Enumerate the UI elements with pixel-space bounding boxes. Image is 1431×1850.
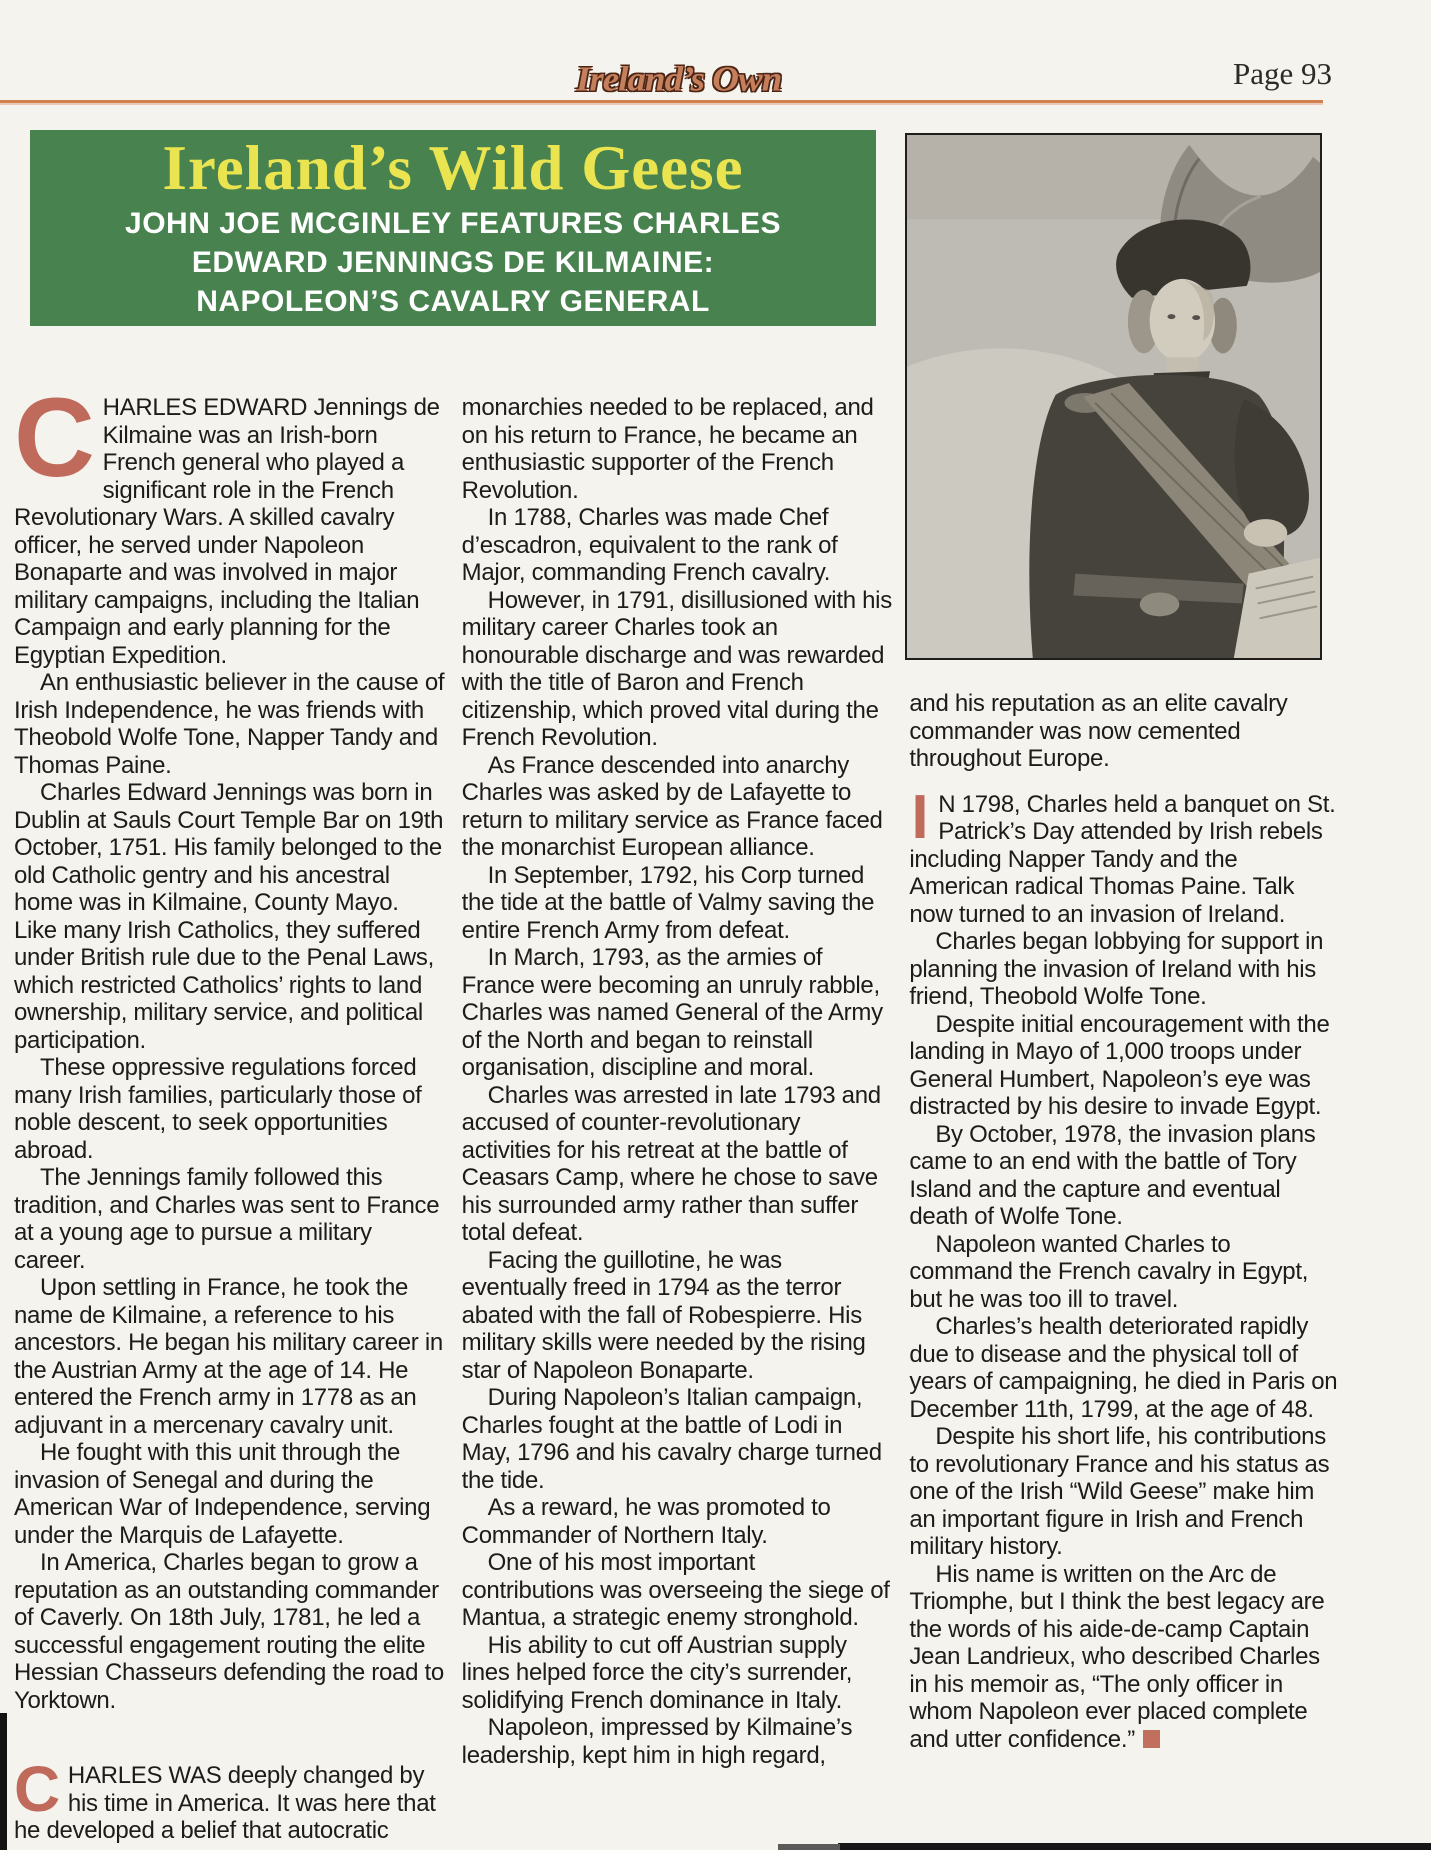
article-paragraph	[909, 1121, 1340, 1231]
paragraph-text: monarchies needed to be replaced, and on his return to France, he became an enthusiastic supporter of the French Revolution.	[461, 394, 874, 504]
article-columns	[14, 375, 1340, 1845]
article-subtitle-line-1: JOHN JOE MCGINLEY FEATURES CHARLES	[125, 207, 781, 240]
paragraph-text: Facing the guillotine, he was eventually freed in 1794 as the terror abated with the fall of Robespierre. His military skills were needed by the rising star of Napoleon Bonaparte.	[461, 1246, 866, 1384]
paragraph-text: Upon settling in France, he took the name de Kilmaine, a reference to his ancestors. He began his military career in the Austrian Army at the age of 14. He entered the French army in 1778 as an adjuvant in a mercenary cavalry unit.	[14, 1274, 443, 1439]
paragraph-text: Despite initial encouragement with the landing in Mayo of 1,000 troops under General Humbert, Napoleon’s eye was distracted by his desire to invade Egypt.	[909, 1010, 1330, 1120]
paragraph-text: During Napoleon’s Italian campaign, Charles fought at the battle of Lodi in May, 1796 and his cavalry charge turned the tide.	[461, 1384, 882, 1494]
article-paragraph	[14, 669, 445, 779]
article-paragraph	[14, 375, 445, 669]
article-paragraph	[909, 782, 1340, 929]
article-paragraph	[462, 862, 893, 945]
paragraph-gap	[909, 773, 1340, 791]
paragraph-text: These oppressive regulations forced many Irish families, particularly those of noble descent, to seek opportunities abroad.	[14, 1054, 422, 1164]
article-paragraph	[14, 1549, 445, 1714]
paragraph-text: HARLES EDWARD Jennings de Kilmaine was an Irish-born French general who played a significant role in the French Revolutionary Wars. A skilled cavalry officer, he served under Napoleon Bonaparte and was involved in major military campaigns, including the Italian Campaign and early planning for the Egyptian Expedition.	[14, 394, 440, 669]
article-paragraph	[462, 504, 893, 587]
scan-artifact-bottom-edge-2	[778, 1844, 840, 1850]
article-paragraph	[462, 1384, 893, 1494]
paragraph-text: As France descended into anarchy Charles was asked by de Lafayette to return to military service as France faced the monarchist European alliance.	[461, 751, 883, 861]
paragraph-text: Napoleon wanted Charles to command the French cavalry in Egypt, but he was too ill to travel.	[909, 1230, 1309, 1313]
article-banner	[30, 130, 876, 326]
article-column-3	[909, 394, 1340, 1845]
paragraph-text: As a reward, he was promoted to Commander of Northern Italy.	[461, 1494, 831, 1549]
article-column-2	[462, 394, 893, 1845]
article-paragraph	[14, 1054, 445, 1164]
paragraph-text: and his reputation as an elite cavalry commander was now cemented throughout Europe.	[909, 690, 1288, 772]
article-title: Ireland’s Wild Geese	[162, 133, 744, 203]
paragraph-text: In March, 1793, as the armies of France were becoming an unruly rabble, Charles was named General of the Army of the North and began to reinstall organisation, discipline and moral.	[461, 944, 883, 1081]
paragraph-text: However, in 1791, disillusioned with his military career Charles took an honourable discharge and was rewarded with the title of Baron and French citizenship, which proved vital during the French Revolution.	[461, 586, 892, 751]
paragraph-text: N 1798, Charles held a banquet on St. Patrick’s Day attended by Irish rebels including Napper Tandy and the American radical Thomas Paine. Talk now turned to an invasion of Ireland.	[909, 790, 1336, 928]
masthead-logo: Ireland’s Own	[576, 60, 782, 99]
article-column-1	[14, 375, 445, 1845]
article-subtitle-line-3: NAPOLEON’S CAVALRY GENERAL	[196, 285, 710, 318]
scan-artifact-bottom-edge	[838, 1843, 1431, 1850]
article-paragraph	[909, 928, 1340, 1011]
article-paragraph	[14, 1439, 445, 1549]
paragraph-text: His ability to cut off Austrian supply lines helped force the city’s surrender, solidifying French dominance in Italy.	[461, 1631, 853, 1714]
article-paragraph	[909, 690, 1340, 773]
article-paragraph	[462, 394, 893, 504]
paragraph-text: By October, 1978, the invasion plans came to an end with the battle of Tory Island and the capture and eventual death of Wolfe Tone.	[909, 1120, 1316, 1230]
article-paragraph	[909, 1231, 1340, 1314]
paragraph-text: In 1788, Charles was made Chef d’escadron, equivalent to the rank of Major, commanding French cavalry.	[461, 504, 838, 586]
article-paragraph	[462, 1549, 893, 1632]
paragraph-gap	[14, 1714, 445, 1762]
paragraph-text: Charles was arrested in late 1793 and accused of counter-revolutionary activities for his retreat at the battle of Ceasars Camp, where he chose to save his surrounded army rather than suffer total defeat.	[461, 1081, 881, 1246]
paragraph-text: In September, 1792, his Corp turned the tide at the battle of Valmy saving the entire French Army from defeat.	[461, 861, 875, 944]
paragraph-text: In America, Charles began to grow a reputation as an outstanding commander of Caverly. On 18th July, 1781, he led a successful engagement routing the elite Hessian Chasseurs defending the road to Yorktown.	[14, 1549, 444, 1714]
article-paragraph	[14, 1164, 445, 1274]
paragraph-text: Napoleon, impressed by Kilmaine’s leadership, kept him in high regard,	[461, 1714, 853, 1769]
drop-cap: C	[14, 1753, 60, 1825]
paragraph-text: Charles’s health deteriorated rapidly due to disease and the physical toll of years of campaigning, he died in Paris on December 11th, 1799, at the age of 48.	[909, 1313, 1338, 1423]
article-paragraph	[909, 1011, 1340, 1121]
paragraph-text: Charles began lobbying for support in planning the invasion of Ireland with his friend, Theobold Wolfe Tone.	[909, 928, 1324, 1010]
article-paragraph	[909, 1313, 1340, 1423]
article-paragraph	[462, 1247, 893, 1385]
header-rule	[0, 100, 1323, 103]
article-paragraph	[462, 587, 893, 752]
end-of-article-marker	[1143, 1730, 1160, 1748]
scan-artifact-left-edge	[0, 1713, 7, 1850]
article-paragraph	[909, 1423, 1340, 1561]
drop-cap: I	[911, 782, 929, 852]
article-paragraph	[462, 1082, 893, 1247]
paragraph-text: His name is written on the Arc de Triomphe, but I think the best legacy are the words of his aide-de-camp Captain Jean Landrieux, who described Charles in his memoir as, “The only officer in whom Napoleon ever placed complete and utter confidence.”	[909, 1560, 1325, 1753]
article-paragraph	[462, 752, 893, 862]
paragraph-text: Despite his short life, his contributions to revolutionary France and his status as one of the Irish “Wild Geese” make him an important figure in Irish and French military history.	[909, 1423, 1330, 1560]
article-paragraph	[14, 1753, 445, 1845]
article-paragraph	[462, 1632, 893, 1715]
article-paragraph	[909, 1561, 1340, 1754]
paragraph-text: An enthusiastic believer in the cause of Irish Independence, he was friends with Theobold Wolfe Tone, Napper Tandy and Thomas Paine.	[14, 669, 445, 779]
article-paragraph	[462, 1494, 893, 1549]
page-number: Page 93	[1233, 56, 1333, 91]
paragraph-text: He fought with this unit through the invasion of Senegal and during the American War of Independence, serving under the Marquis de Lafayette.	[14, 1439, 431, 1549]
paragraph-text: HARLES WAS deeply changed by his time in America. It was here that he developed a belief that autocratic	[14, 1762, 436, 1844]
article-paragraph	[462, 944, 893, 1082]
article-paragraph	[462, 1714, 893, 1769]
article-paragraph	[14, 779, 445, 1054]
article-subtitle-line-2: EDWARD JENNINGS DE KILMAINE:	[191, 246, 715, 279]
paragraph-text: One of his most important contributions was overseeing the siege of Mantua, a strategic enemy stronghold.	[461, 1549, 890, 1631]
drop-cap: C	[14, 375, 95, 500]
paragraph-text: Charles Edward Jennings was born in Dublin at Sauls Court Temple Bar on 19th October, 1751. His family belonged to the old Catholic gentry and his ancestral home was in Kilmaine, County Mayo. Like many Irish Catholics, they suffered under British rule due to the Penal Laws, which restricted Catholics’ rights to land ownership, military service, and political participation.	[14, 779, 444, 1054]
paragraph-text: The Jennings family followed this tradition, and Charles was sent to France at a young age to pursue a military career.	[14, 1164, 440, 1274]
article-paragraph	[14, 1274, 445, 1439]
